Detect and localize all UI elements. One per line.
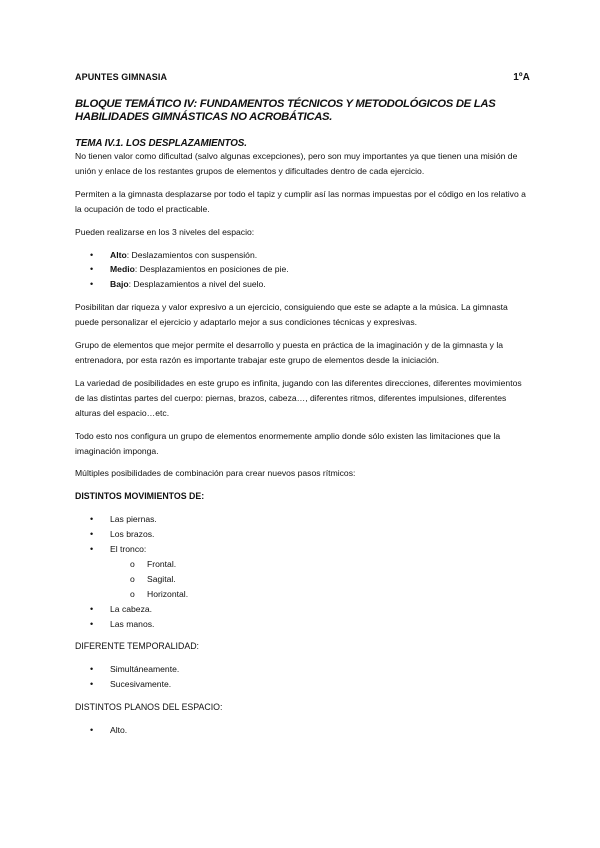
header-title: APUNTES GIMNASIA	[75, 72, 168, 82]
level-term: Alto	[110, 249, 127, 260]
list-item	[75, 662, 530, 677]
list-item-text: Alto.	[110, 725, 128, 736]
level-term: Medio	[110, 264, 135, 275]
bullet-icon: •	[90, 249, 94, 260]
bullet-icon: •	[90, 544, 94, 555]
list-item	[75, 617, 530, 632]
paragraph: Pueden realizarse en los 3 niveles del espacio:	[75, 226, 255, 237]
list-item-text: Sucesivamente.	[110, 679, 172, 690]
bullet-icon: •	[90, 529, 94, 540]
list-item-text: Los brazos.	[110, 529, 155, 540]
list-item-text: El tronco:	[110, 544, 147, 555]
list-item	[75, 723, 530, 738]
levels-list	[75, 248, 530, 293]
section-heading: DIFERENTE TEMPORALIDAD:	[75, 641, 199, 652]
header-course: 1ºA	[513, 72, 530, 83]
paragraph: Múltiples posibilidades de combinación para crear nuevos pasos rítmicos:	[75, 468, 356, 479]
list-item-text: Las piernas.	[110, 514, 157, 525]
bullet-icon: •	[90, 264, 94, 275]
paragraph: Grupo de elementos que mejor permite el desarrollo y puesta en práctica de la imaginación y de la gimnasta y la entrenadora, por esta razón es importante trabajar este grupo de elementos desde la iniciación.	[75, 340, 504, 365]
list-item-text: Las manos.	[110, 618, 155, 629]
list-item	[75, 277, 530, 292]
section-heading: DISTINTOS PLANOS DEL ESPACIO:	[75, 702, 223, 713]
sublist-item	[110, 587, 530, 602]
sublist-item	[110, 572, 530, 587]
sublist-item-text: Frontal.	[147, 558, 177, 569]
document-page	[75, 72, 530, 738]
list-item	[75, 248, 530, 263]
level-desc: : Desplazamientos a nivel del suelo.	[128, 279, 266, 290]
circle-bullet-icon: o	[130, 588, 135, 599]
list-item	[75, 602, 530, 617]
bullet-icon: •	[90, 603, 94, 614]
list-item	[75, 542, 530, 602]
bullet-icon: •	[90, 725, 94, 736]
paragraph: No tienen valor como dificultad (salvo algunas excepciones), pero son muy importantes ya que tienen una misión de unión y enlace de los restantes grupos de elementos y dificultades dentro de cada ejercicio.	[75, 151, 518, 176]
paragraph: Todo esto nos configura un grupo de elementos enormemente amplio donde sólo existen las limitaciones que la imaginación imponga.	[75, 430, 501, 456]
list-item	[75, 527, 530, 542]
planes-list	[75, 723, 530, 738]
sublist-item-text: Sagital.	[147, 573, 176, 584]
list-item	[75, 677, 530, 692]
circle-bullet-icon: o	[130, 558, 135, 569]
bullet-icon: •	[90, 514, 94, 525]
section-heading: DISTINTOS MOVIMIENTOS DE:	[75, 491, 205, 502]
bullet-icon: •	[90, 279, 94, 290]
page-header	[75, 72, 530, 83]
circle-bullet-icon: o	[130, 573, 135, 584]
level-desc: : Desplazamientos en posiciones de pie.	[134, 264, 289, 275]
paragraph: Posibilitan dar riqueza y valor expresivo a un ejercicio, consiguiendo que este se adapte a la música. La gimnasta puede personalizar el ejercicio y adaptarlo mejor a sus condiciones técnicas y expresivas.	[75, 302, 508, 328]
topic-title: TEMA IV.1. LOS DESPLAZAMIENTOS.	[75, 138, 247, 149]
list-item-text: Simultáneamente.	[110, 664, 180, 675]
block-title: BLOQUE TEMÁTICO IV: FUNDAMENTOS TÉCNICOS Y METODOLÓGICOS DE LAS HABILIDADES GIMNÁSTICAS NO ACROBÁTICAS.	[75, 98, 496, 123]
sublist-item-text: Horizontal.	[147, 588, 189, 599]
sublist-item	[110, 557, 530, 572]
level-term: Bajo	[110, 279, 129, 290]
level-desc: : Deslazamientos con suspensión.	[126, 249, 258, 260]
movements-list	[75, 512, 530, 631]
list-item-text: La cabeza.	[110, 603, 153, 614]
bullet-icon: •	[90, 664, 94, 675]
temporality-list	[75, 662, 530, 692]
bullet-icon: •	[90, 618, 94, 629]
paragraph: La variedad de posibilidades en este grupo es infinita, jugando con las diferentes direcciones, diferentes movimientos de las distintas partes del cuerpo: piernas, brazos, cabeza…, diferentes ritmos, diferentes impulsiones, diferentes alturas del espacio…etc.	[75, 377, 522, 418]
bullet-icon: •	[90, 679, 94, 690]
list-item	[75, 262, 530, 277]
paragraph: Permiten a la gimnasta desplazarse por todo el tapiz y cumplir así las normas impuestas por el código en los relativo a la ocupación de todo el practicable.	[75, 188, 526, 214]
trunk-sublist	[110, 557, 530, 602]
list-item	[75, 512, 530, 527]
